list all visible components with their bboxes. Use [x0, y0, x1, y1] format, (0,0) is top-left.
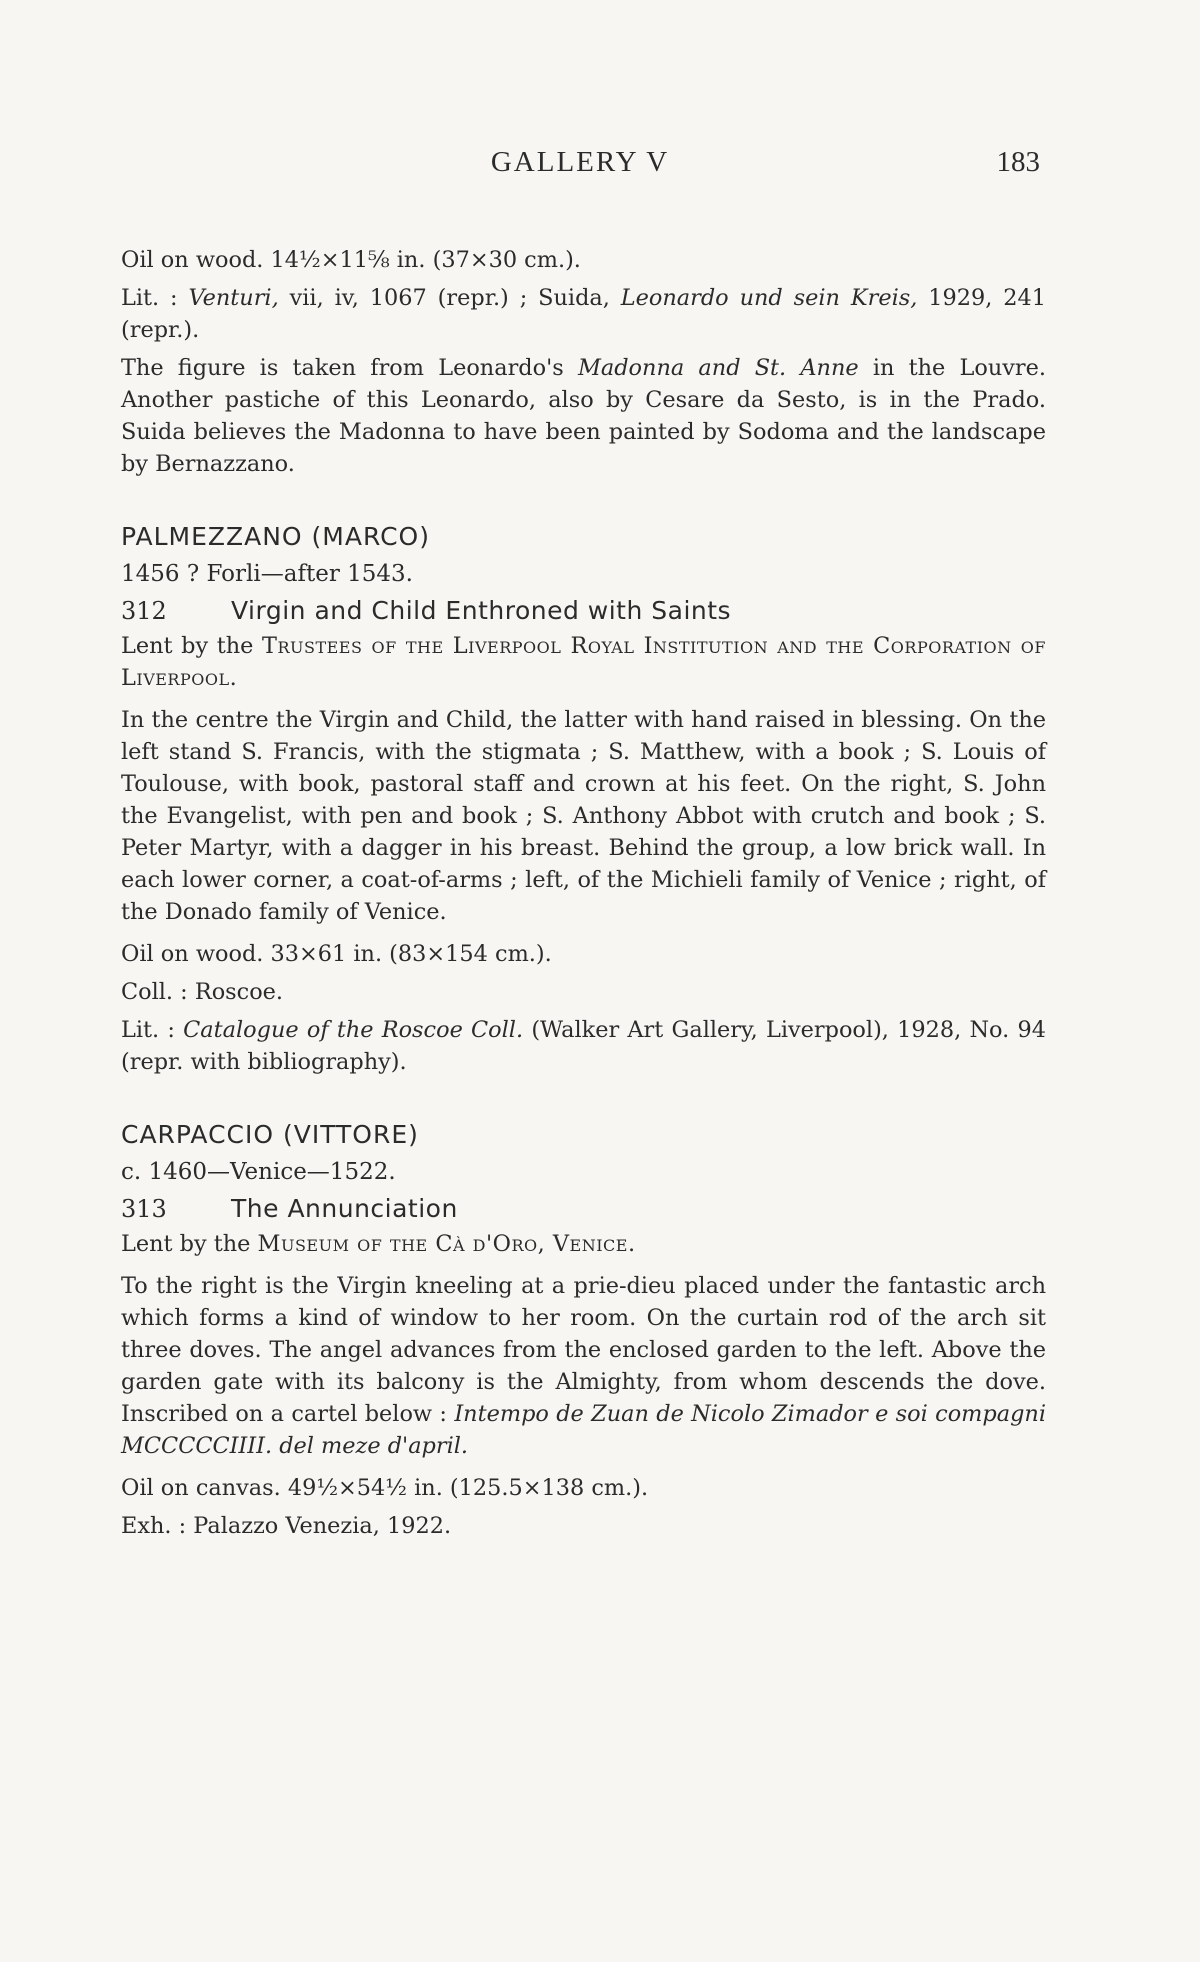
entry-title: The Annunciation — [231, 1194, 458, 1223]
entry-title: Virgin and Child Enthroned with Saints — [231, 596, 732, 625]
running-header — [120, 146, 1040, 186]
entry-inscription: Intempo de Zuan de Nicolo Zimador e soi compagni MCCCCCIIII. del meze d'april. — [121, 1401, 1046, 1459]
entry-description: In the centre the Virgin and Child, the latter with hand raised in blessing. On the left stand S. Francis, with the stigmata ; S. Matthew, with a book ; S. Louis of Toulouse, with book, pastoral staff and crown at his feet. On the right, S. John the Evangelist, with pen and book ; S. Anthony Abbot with crutch and book ; S. Peter Martyr, with a dagger in his breast. Behind the group, a low brick wall. In each lower corner, a coat-of-arms ; left, of the Michieli family of Venice ; right, of the Donado family of Venice. — [121, 707, 1046, 925]
artist-dates: c. 1460—Venice—1522. — [121, 1159, 396, 1185]
prev-medium: Oil on wood. 14½×11⅝ in. (37×30 cm.). — [121, 247, 581, 273]
entry-heading — [121, 1190, 1046, 1228]
entry-heading — [121, 592, 1046, 630]
entry-medium: Oil on wood. 33×61 in. (83×154 cm.). — [121, 941, 552, 967]
entry-medium: Oil on canvas. 49½×54½ in. (125.5×138 cm.). — [121, 1475, 649, 1501]
artist-heading: CARPACCIO (VITTORE) — [121, 1120, 419, 1149]
entry-number: 312 — [121, 597, 167, 625]
artist-heading: PALMEZZANO (MARCO) — [121, 522, 430, 551]
prev-note: The figure is taken from Leonardo's Madonna and St. Anne in the Louvre. Another pastiche of this Leonardo, also by Cesare da Sesto, is in the Prado. Suida believes the Madonna to have been painted by Sodoma and the landscape by Bernazzano. — [121, 355, 1047, 477]
entry-description: To the right is the Virgin kneeling at a prie-dieu placed under the fantastic arch which forms a kind of window to her room. On the curtain rod of the arch sit three doves. The angel advances from the enclosed garden to the left. Above the garden gate with its balcony is the Almighty, from whom descends the dove. Inscribed on a cartel below : Intempo de Zuan de Nicolo Zimador e soi compagni MCCCCCIIII. del meze d'april. — [121, 1273, 1046, 1459]
entry-collection: Coll. : Roscoe. — [121, 979, 284, 1005]
entry-literature: Lit. : Catalogue of the Roscoe Coll. (Walker Art Gallery, Liverpool), 1928, No. 94 (repr. with bibliography). — [121, 1017, 1046, 1075]
prev-literature: Lit. : Venturi, vii, iv, 1067 (repr.) ; Suida, Leonardo und sein Kreis, 1929, 241 (repr.). — [121, 285, 1046, 343]
entry-exhibition: Exh. : Palazzo Venezia, 1922. — [121, 1513, 452, 1539]
artist-dates: 1456 ? Forli—after 1543. — [121, 561, 413, 587]
entry-number: 313 — [121, 1195, 167, 1223]
page-body — [121, 244, 1046, 1542]
gallery-title: GALLERY V — [490, 146, 670, 178]
entry-lender: Lent by the Museum of the Cà d'Oro, Venice. — [121, 1231, 636, 1257]
page-number: 183 — [996, 146, 1040, 178]
entry-lender: Lent by the Trustees of the Liverpool Royal Institution and the Corporation of Liverpool. — [121, 633, 1046, 691]
